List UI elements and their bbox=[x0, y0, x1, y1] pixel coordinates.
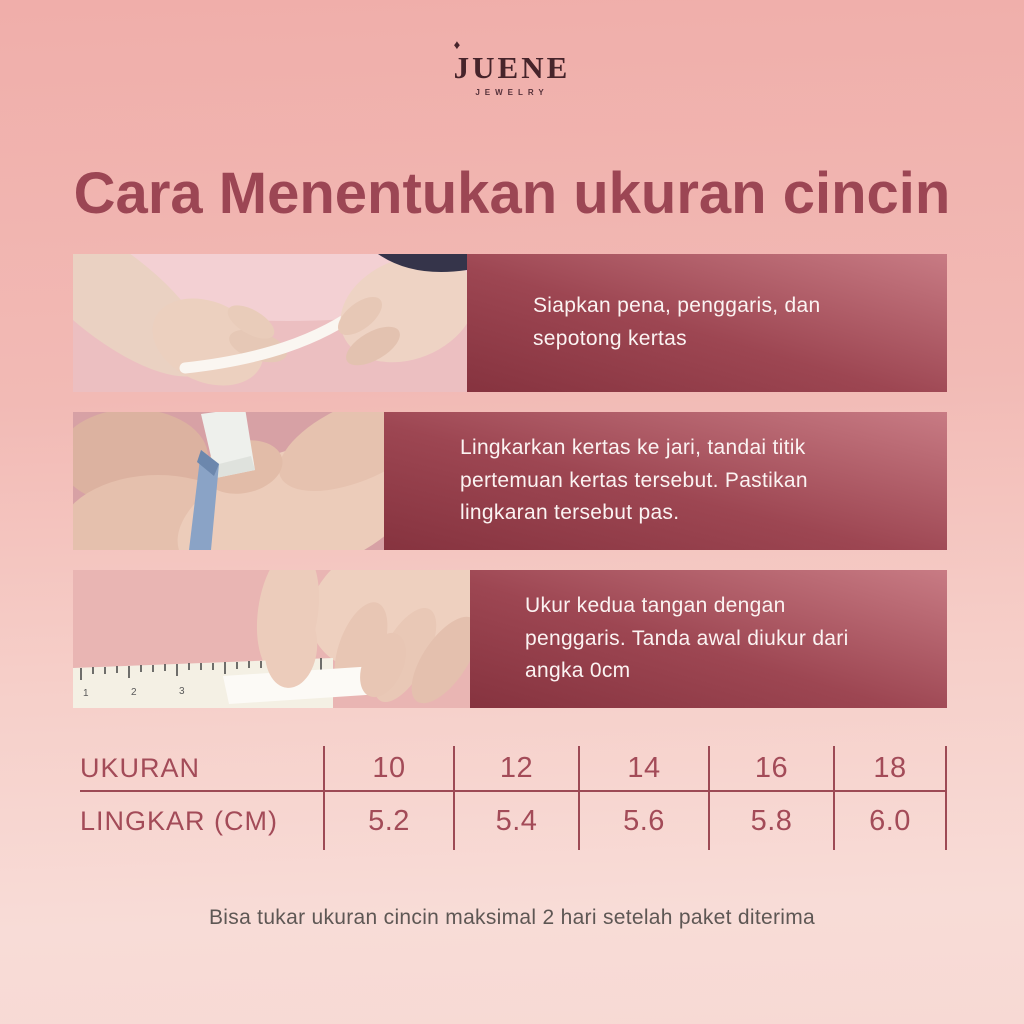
step-2-text-panel bbox=[384, 412, 947, 550]
step-1-text-panel bbox=[467, 254, 947, 392]
brand-tagline: JEWELRY bbox=[475, 88, 549, 97]
circumference-value: 5.4 bbox=[455, 792, 580, 850]
circumference-value: 6.0 bbox=[835, 792, 947, 850]
step-3-text-panel bbox=[470, 570, 947, 708]
circumference-value: 5.6 bbox=[580, 792, 710, 850]
step-panel-2 bbox=[73, 412, 947, 550]
page-title: Cara Menentukan ukuran cincin bbox=[73, 161, 951, 226]
ruler-measuring-image bbox=[73, 570, 470, 708]
size-value: 16 bbox=[710, 746, 835, 792]
brand-name-text: JUENE bbox=[453, 50, 571, 85]
table-header-lingkar: LINGKAR (CM) bbox=[80, 792, 325, 850]
step-3-photo bbox=[73, 570, 470, 708]
size-value: 10 bbox=[325, 746, 455, 792]
step-2-text: Lingkarkan kertas ke jari, tandai titik pertemuan kertas tersebut. Pastikan lingkaran tersebut pas. bbox=[460, 436, 808, 525]
diamond-icon: ♦ bbox=[453, 37, 461, 52]
step-1-photo bbox=[73, 254, 467, 392]
exchange-policy-note: Bisa tukar ukuran cincin maksimal 2 hari setelah paket diterima bbox=[209, 906, 815, 929]
brand-name bbox=[453, 37, 571, 86]
svg-text:1: 1 bbox=[83, 688, 89, 699]
step-2-photo bbox=[73, 412, 384, 550]
circumference-value: 5.2 bbox=[325, 792, 455, 850]
table-header-ukuran: UKURAN bbox=[80, 746, 325, 792]
size-value: 12 bbox=[455, 746, 580, 792]
step-1-text: Siapkan pena, penggaris, dan sepotong kertas bbox=[533, 294, 821, 350]
size-value: 18 bbox=[835, 746, 947, 792]
ring-size-table bbox=[80, 746, 947, 850]
brand-logo bbox=[0, 37, 1024, 97]
circumference-value: 5.8 bbox=[710, 792, 835, 850]
size-value: 14 bbox=[580, 746, 710, 792]
hands-stretching-paper-strip-image bbox=[73, 254, 467, 392]
steps-list bbox=[73, 254, 947, 728]
paper-around-finger-with-pen-image bbox=[73, 412, 384, 550]
svg-text:2: 2 bbox=[131, 687, 137, 698]
step-panel-3 bbox=[73, 570, 947, 708]
step-3-text: Ukur kedua tangan dengan penggaris. Tanda awal diukur dari angka 0cm bbox=[525, 594, 849, 683]
step-panel-1 bbox=[73, 254, 947, 392]
svg-text:3: 3 bbox=[179, 686, 185, 697]
